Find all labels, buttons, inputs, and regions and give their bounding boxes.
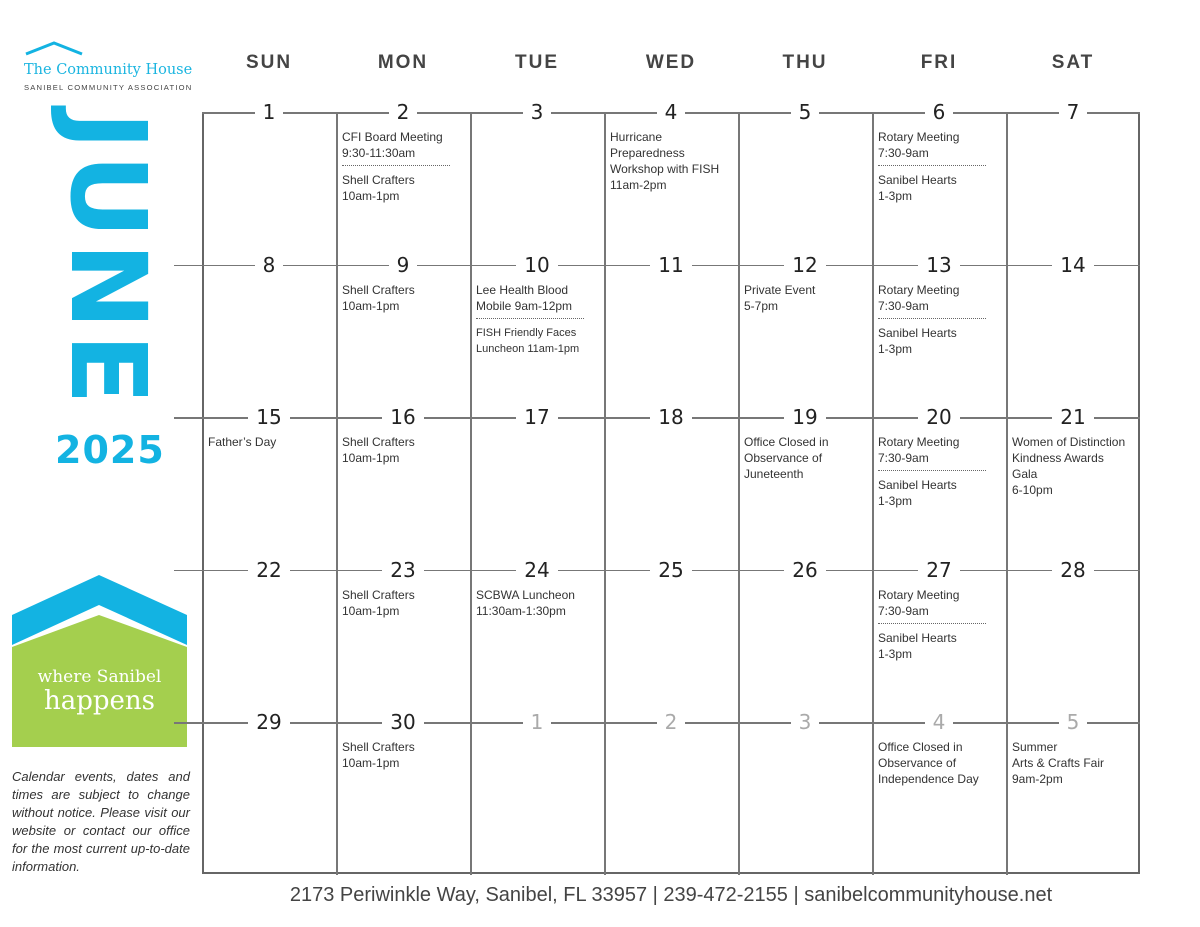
day-number: [202, 559, 336, 581]
day-number-label: 18: [650, 405, 691, 429]
day-number-label: 2: [657, 710, 686, 734]
day-number-label: 4: [925, 710, 954, 734]
day-number: [872, 406, 1006, 428]
day-number-label: 26: [784, 558, 825, 582]
day-number-label: 14: [1052, 253, 1093, 277]
day-number: [604, 254, 738, 276]
column-divider: [604, 112, 606, 875]
day-number-label: 10: [516, 253, 557, 277]
weekday-sat: SAT: [1051, 52, 1095, 73]
day-number: [872, 254, 1006, 276]
calendar-event: Lee Health Blood Mobile 9am-12pm: [476, 282, 573, 313]
calendar-event: Sanibel Hearts 1-3pm: [878, 630, 957, 661]
day-number: [872, 711, 1006, 733]
day-number-label: 29: [248, 710, 289, 734]
day-number: [738, 406, 872, 428]
weekday-fri: FRI: [920, 52, 958, 73]
day-number-label: 17: [516, 405, 557, 429]
day-events: [610, 129, 728, 193]
day-number-label: 16: [382, 405, 423, 429]
day-number: [470, 559, 604, 581]
calendar-event: Father’s Day: [208, 435, 277, 449]
day-number: [1006, 711, 1140, 733]
day-number: [738, 101, 872, 123]
day-number: [470, 711, 604, 733]
day-events: [878, 129, 996, 204]
disclaimer: Calendar events, dates and times are subject to change without notice. Please visit our website or contact our office for the most current up-to-date information.: [12, 769, 190, 874]
day-events: [342, 282, 460, 314]
roof-logo-icon: [24, 40, 84, 56]
month-title: JUNE: [46, 110, 169, 409]
day-number-label: 25: [650, 558, 691, 582]
day-events: [476, 587, 594, 619]
year-title: 2025: [55, 428, 165, 472]
calendar-event: FISH Friendly Faces Luncheon 11am-1pm: [476, 326, 580, 355]
calendar-event: Rotary Meeting 7:30-9am: [878, 282, 960, 313]
column-divider: [336, 112, 338, 875]
calendar-event: Shell Crafters 10am-1pm: [342, 587, 415, 618]
day-number: [1006, 101, 1140, 123]
day-number: [872, 101, 1006, 123]
day-number: [604, 406, 738, 428]
day-number-label: 15: [248, 405, 289, 429]
day-number: [470, 254, 604, 276]
day-events: [878, 739, 996, 787]
day-number-label: 3: [523, 100, 552, 124]
weekday-tue: TUE: [515, 52, 559, 73]
day-events: [208, 434, 326, 450]
day-number-label: 20: [918, 405, 959, 429]
day-number: [470, 406, 604, 428]
day-number: [202, 406, 336, 428]
day-number-label: 11: [650, 253, 691, 277]
calendar-event: Sanibel Hearts 1-3pm: [878, 173, 957, 203]
day-number-label: 28: [1052, 558, 1093, 582]
day-number: [1006, 559, 1140, 581]
day-number-label: 8: [255, 253, 284, 277]
calendar-event: Sanibel Hearts 1-3pm: [878, 325, 957, 356]
day-events: [878, 587, 996, 662]
weekday-wed: WED: [645, 52, 697, 73]
day-number: [336, 406, 470, 428]
event-separator: [878, 470, 986, 471]
day-number: [470, 101, 604, 123]
org-name: The Community House: [24, 62, 193, 78]
calendar-event: Sanibel Hearts 1-3pm: [878, 478, 957, 508]
tagline-line1: where Sanibel: [37, 667, 162, 687]
day-number-label: 3: [791, 710, 820, 734]
day-events: [342, 739, 460, 771]
day-number-label: 1: [255, 100, 284, 124]
day-number: [738, 254, 872, 276]
day-events: [476, 282, 594, 357]
day-number-label: 30: [382, 710, 423, 734]
calendar-event: Shell Crafters 10am-1pm: [342, 173, 415, 203]
tagline-line2: happens: [43, 686, 155, 716]
weekday-sun: SUN: [245, 52, 293, 73]
calendar-event: Office Closed in Observance of Juneteenth: [744, 435, 829, 481]
calendar-event: Private Event 5-7pm: [744, 282, 816, 313]
calendar-event: Summer Arts & Crafts Fair 9am-2pm: [1012, 740, 1105, 786]
day-number: [336, 101, 470, 123]
day-number-label: 21: [1052, 405, 1093, 429]
calendar-event: Shell Crafters 10am-1pm: [342, 282, 415, 313]
calendar-event: CFI Board Meeting 9:30-11:30am: [342, 130, 443, 160]
day-number-label: 23: [382, 558, 423, 582]
day-number: [1006, 254, 1140, 276]
weekday-thu: THU: [782, 52, 828, 73]
column-divider: [470, 112, 472, 875]
event-separator: [342, 165, 450, 166]
day-events: [342, 434, 460, 466]
day-number: [202, 254, 336, 276]
day-number-label: 7: [1059, 100, 1088, 124]
calendar-event: Women of Distinction Kindness Awards Gala 6-10pm: [1012, 435, 1126, 497]
day-number: [604, 559, 738, 581]
org-subtitle: SANIBEL COMMUNITY ASSOCIATION: [24, 83, 193, 92]
day-number-label: 13: [918, 253, 959, 277]
day-number-label: 2: [389, 100, 418, 124]
calendar-event: Rotary Meeting 7:30-9am: [878, 130, 960, 160]
day-number: [336, 559, 470, 581]
day-events: [342, 129, 460, 204]
calendar-event: Hurricane Preparedness Workshop with FISH 11am-2pm: [610, 130, 720, 192]
day-number-label: 12: [784, 253, 825, 277]
day-number: [1006, 406, 1140, 428]
footer-contact: 2173 Periwinkle Way, Sanibel, FL 33957 | 239-472-2155 | sanibelcommunityhouse.net: [289, 884, 1053, 906]
weekday-mon: MON: [377, 52, 429, 73]
calendar-event: Shell Crafters 10am-1pm: [342, 740, 415, 770]
day-events: [744, 282, 862, 314]
day-number-label: 27: [918, 558, 959, 582]
month-title-wrap: [46, 110, 169, 409]
calendar-event: Rotary Meeting 7:30-9am: [878, 587, 960, 618]
calendar-event: Office Closed in Observance of Independence Day: [878, 740, 979, 786]
day-number: [202, 101, 336, 123]
day-number-label: 24: [516, 558, 557, 582]
day-number-label: 4: [657, 100, 686, 124]
column-divider: [872, 112, 874, 875]
day-events: [744, 434, 862, 482]
event-separator: [878, 165, 986, 166]
day-number-label: 22: [248, 558, 289, 582]
day-number-label: 1: [523, 710, 552, 734]
day-events: [342, 587, 460, 619]
day-events: [878, 434, 996, 509]
day-number: [604, 101, 738, 123]
column-divider: [738, 112, 740, 875]
house-graphic: [12, 575, 187, 747]
day-number-label: 19: [784, 405, 825, 429]
day-number-label: 6: [925, 100, 954, 124]
event-separator: [476, 318, 584, 319]
calendar-event: SCBWA Luncheon 11:30am-1:30pm: [476, 587, 575, 618]
calendar-event: Rotary Meeting 7:30-9am: [878, 435, 960, 465]
day-number-label: 5: [1059, 710, 1088, 734]
day-number: [604, 711, 738, 733]
day-events: [1012, 434, 1130, 498]
day-number-label: 5: [791, 100, 820, 124]
day-number: [336, 254, 470, 276]
calendar-event: Shell Crafters 10am-1pm: [342, 435, 415, 465]
day-events: [1012, 739, 1130, 787]
day-events: [878, 282, 996, 357]
day-number-label: 9: [389, 253, 418, 277]
day-number: [872, 559, 1006, 581]
event-separator: [878, 623, 986, 624]
day-number: [336, 711, 470, 733]
day-number: [738, 711, 872, 733]
day-number: [738, 559, 872, 581]
event-separator: [878, 318, 986, 319]
column-divider: [1006, 112, 1008, 875]
day-number: [202, 711, 336, 733]
